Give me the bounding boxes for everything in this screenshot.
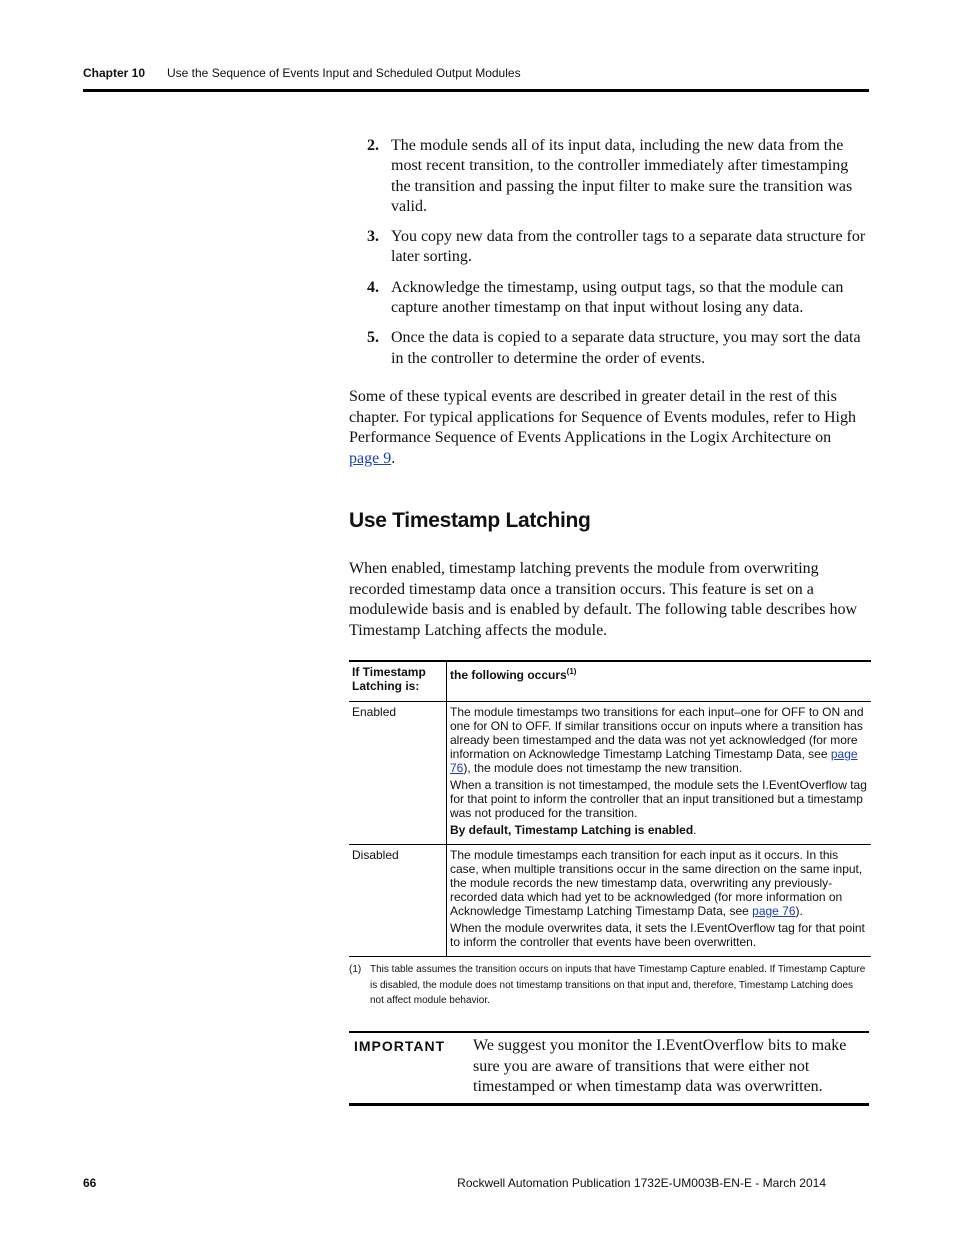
enabled-desc-3: [450, 823, 869, 837]
enabled-desc-1-end: ), the module does not timestamp the new transition.: [463, 761, 743, 775]
enabled-desc-1: [450, 705, 869, 775]
publication-info: Rockwell Automation Publication 1732E-UM003B-EN-E - March 2014: [457, 1176, 826, 1190]
page-76-link[interactable]: page 76: [752, 904, 796, 918]
steps-list: [349, 136, 869, 379]
list-item: [349, 328, 869, 369]
intro-end: .: [391, 449, 396, 467]
intro-text: Some of these typical events are described in greater detail in the rest of this chapter. For typical applications for Sequence of Events modules, refer to High Performance Sequence of Events Applications in the Logix Architecture on: [349, 388, 856, 446]
enabled-desc-1-text: The module timestamps two transitions for each input–one for OFF to ON and one for ON to OFF. If similar transitions occur on inputs where a transition has already been timestamped and the data was not yet acknowledged (for more information on Acknowledge Timestamp Latching Timestamp Data, see: [450, 705, 864, 761]
step-text: Once the data is copied to a separate data structure, you may sort the data in the controller to determine the order of events.: [391, 329, 861, 367]
page-9-link[interactable]: page 9: [349, 449, 392, 467]
step-number: 5.: [367, 329, 379, 347]
step-number: 2.: [367, 137, 379, 154]
important-label: IMPORTANT: [354, 1038, 446, 1054]
header-rule: [83, 89, 869, 92]
page-footer: [83, 1176, 869, 1190]
page-76-link[interactable]: page 76: [450, 747, 858, 775]
disabled-desc-1: [450, 848, 869, 918]
page-number: 66: [83, 1176, 97, 1190]
step-text: Acknowledge the timestamp, using output tags, so that the module can capture another timestamp on that input without losing any data.: [391, 278, 844, 317]
running-header: [83, 66, 869, 80]
row-label-enabled: Enabled: [349, 702, 447, 845]
important-text: We suggest you monitor the I.EventOverflow bits to make sure you are aware of transitions that were either not timestamped or when timestamp data was overwritten.: [473, 1037, 847, 1095]
step-text: You copy new data from the controller tags to a separate data structure for later sorting.: [391, 228, 866, 266]
step-number: 3.: [367, 228, 379, 246]
table-row: [349, 845, 871, 957]
latching-table: [349, 660, 871, 957]
row-desc-disabled: [447, 845, 872, 957]
important-callout: [349, 1031, 869, 1106]
chapter-label: Chapter 10: [83, 66, 146, 80]
chapter-title: Use the Sequence of Events Input and Scheduled Output Modules: [167, 66, 521, 80]
col-header-result: [447, 661, 872, 702]
step-text: The module sends all of its input data, including the new data from the most recent transition, to the controller immediately after timestamping the transition and passing the input filter to make sure the transition was valid.: [391, 137, 853, 215]
step-number: 4.: [367, 278, 379, 296]
footnote-ref: (1): [566, 667, 577, 676]
table-footnote: [349, 962, 869, 1009]
enabled-desc-2: When a transition is not timestamped, the module sets the I.EventOverflow tag for that point to inform the controller that an input transitioned but a timestamp was not produced for the transition.: [450, 778, 867, 820]
footnote-mark: (1): [349, 964, 362, 975]
list-item: [349, 136, 869, 217]
section-heading: Use Timestamp Latching: [349, 509, 591, 532]
list-item: [349, 278, 869, 319]
row-label-disabled: Disabled: [349, 845, 447, 957]
row-desc-enabled: [447, 702, 872, 845]
col-header-result-text: the following occurs: [450, 668, 567, 682]
disabled-desc-1-end: ).: [795, 904, 803, 918]
disabled-desc-1-text: The module timestamps each transition for each input as it occurs. In this case, when multiple transitions occur in the same direction on the same input, the module records the new timestamp data, overwriting any previously-recorded data which had yet to be acknowledged (for more information on Acknowledge Timestamp Latching Timestamp Data, see: [450, 848, 863, 918]
list-item: [349, 227, 869, 268]
footnote-text: This table assumes the transition occurs on inputs that have Timestamp Capture enabled. If Timestamp Capture is disabled, the module does not timestamp transitions on that input and, therefore, Timestamp Latching does not affect module behavior.: [370, 964, 866, 1006]
default-enabled-note: By default, Timestamp Latching is enabled: [450, 823, 694, 837]
intro-paragraph: [349, 387, 861, 469]
disabled-desc-2: When the module overwrites data, it sets the I.EventOverflow tag for that point to inform the controller that events have been overwritten.: [450, 921, 865, 949]
table-row: [349, 702, 871, 845]
section-paragraph: When enabled, timestamp latching prevents the module from overwriting recorded timestamp data once a transition occurs. This feature is set on a modulewide basis and is enabled by default. The following table describes how Timestamp Latching affects the module.: [349, 560, 858, 639]
default-enabled-end: .: [693, 823, 697, 837]
col-header-condition: If Timestamp Latching is:: [349, 661, 447, 702]
